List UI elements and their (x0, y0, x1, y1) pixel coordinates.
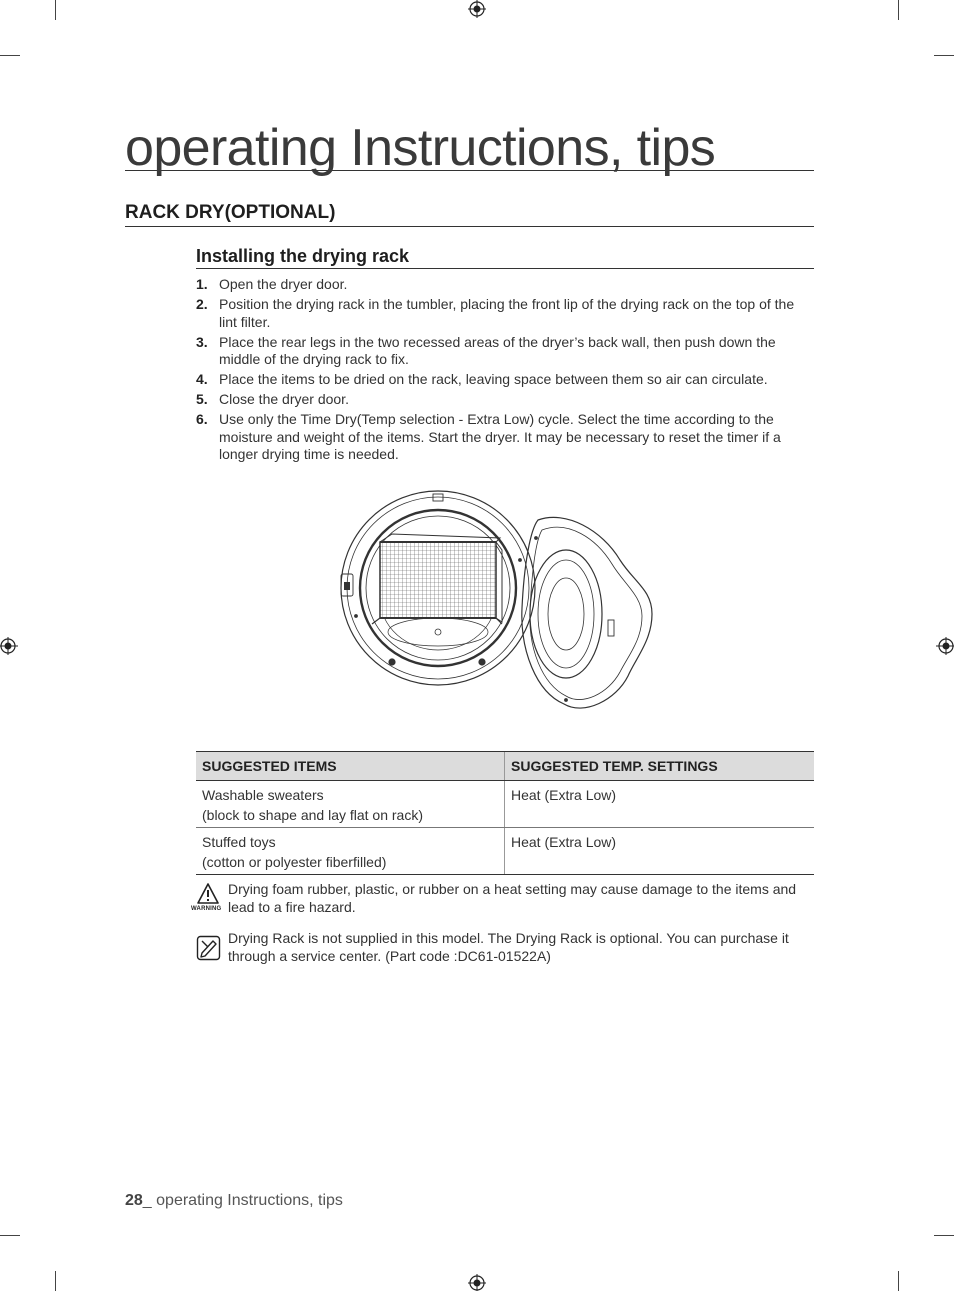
note-pencil-icon (196, 935, 221, 961)
step-item (196, 334, 806, 369)
item-note: (cotton or polyester fiberfilled) (202, 854, 387, 870)
table-cell (196, 781, 505, 828)
table-cell: Heat (Extra Low) (505, 781, 815, 828)
table-row (196, 781, 814, 828)
step-number: 5. (196, 391, 208, 408)
table-cell (196, 828, 505, 875)
crop-mark (898, 0, 899, 20)
note-text: Drying Rack is not supplied in this model. The Drying Rack is optional. You can purchase it through a service center. (Part code :DC61-01522A) (228, 930, 789, 964)
item-note: (block to shape and lay flat on rack) (202, 807, 424, 823)
suggested-settings-table (196, 751, 814, 875)
step-item (196, 411, 806, 464)
registration-mark-icon (935, 636, 954, 656)
step-item (196, 276, 806, 294)
step-item (196, 391, 806, 409)
warning-label: WARNING (191, 906, 222, 912)
step-item (196, 296, 806, 331)
instruction-steps (196, 276, 806, 466)
crop-mark (0, 1235, 20, 1236)
item-name: Washable sweaters (202, 787, 324, 803)
page-footer (125, 1192, 343, 1210)
subsection-title: Installing the drying rack (196, 245, 814, 269)
footer-label: _ operating Instructions, tips (142, 1192, 343, 1209)
crop-mark (0, 55, 20, 56)
step-number: 1. (196, 276, 208, 292)
item-name: Stuffed toys (202, 834, 276, 850)
column-header: SUGGESTED ITEMS (196, 752, 505, 781)
table-cell: Heat (Extra Low) (505, 828, 815, 875)
section-title: RACK DRY(OPTIONAL) (125, 201, 814, 227)
step-text: Position the drying rack in the tumbler, placing the front lip of the drying rack on the top of the lint filter. (219, 295, 795, 330)
page-title: operating Instructions, tips (125, 118, 814, 171)
step-text: Use only the Time Dry(Temp selection - Extra Low) cycle. Select the time according to the moisture and weight of the items. Start the dryer. It may be necessary to reset the timer if a longer drying time is needed. (219, 411, 781, 463)
step-text: Open the dryer door. (219, 276, 348, 292)
step-number: 3. (196, 333, 208, 350)
crop-mark (898, 1271, 899, 1291)
registration-mark-icon (467, 0, 487, 20)
registration-mark-icon (467, 1272, 487, 1291)
warning-triangle-icon (196, 882, 220, 906)
step-number: 4. (196, 371, 208, 388)
step-number: 6. (196, 411, 208, 428)
step-number: 2. (196, 295, 208, 312)
warning-text: Drying foam rubber, plastic, or rubber on a heat setting may cause damage to the items and lead to a fire hazard. (228, 881, 797, 915)
table-row (196, 828, 814, 875)
crop-mark (934, 1235, 954, 1236)
registration-mark-icon (0, 636, 19, 656)
page-number: 28 (125, 1192, 143, 1209)
table-header-row (196, 752, 814, 781)
crop-mark (934, 55, 954, 56)
dryer-drying-rack-illustration (330, 490, 660, 715)
step-text: Place the rear legs in the two recessed areas of the dryer’s back wall, then push down the middle of the drying rack to fix. (219, 333, 776, 368)
step-text: Place the items to be dried on the rack, leaving space between them so air can circulate. (219, 371, 768, 388)
column-header: SUGGESTED TEMP. SETTINGS (505, 752, 815, 781)
step-item (196, 371, 806, 389)
crop-mark (55, 1271, 56, 1291)
crop-mark (55, 0, 56, 20)
step-text: Close the dryer door. (219, 391, 349, 408)
